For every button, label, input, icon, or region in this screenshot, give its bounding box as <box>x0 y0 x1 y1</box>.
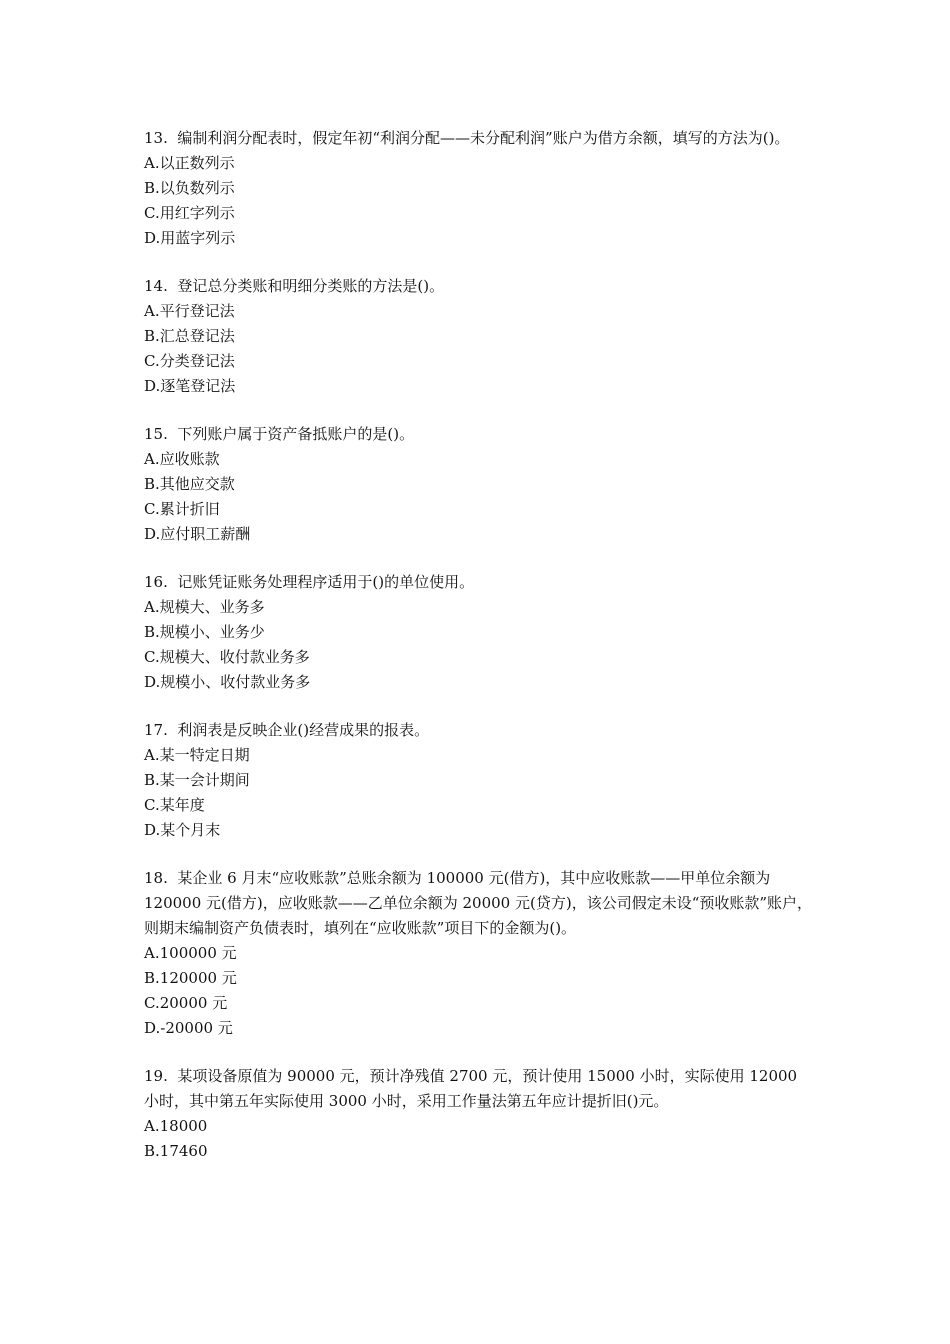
option-b: B.120000 元 <box>144 969 237 987</box>
option-b: B.汇总登记法 <box>144 327 235 345</box>
question-18 <box>144 866 814 1041</box>
option-d: D.应付职工薪酬 <box>144 525 251 543</box>
option-list <box>144 447 814 547</box>
option-a: A.100000 元 <box>144 944 237 962</box>
option-list <box>144 595 814 695</box>
option-a: A.应收账款 <box>144 450 220 468</box>
option-a: A.某一特定日期 <box>144 746 250 764</box>
option-a: A.规模大、业务多 <box>144 598 265 616</box>
question-stem: 14. 登记总分类账和明细分类账的方法是()。 <box>144 277 445 295</box>
question-stem: 19. 某项设备原值为 90000 元，预计净残值 2700 元，预计使用 15000 小时，实际使用 12000 小时，其中第五年实际使用 3000 小时，采用工作量法第五年应计提折旧()元。 <box>144 1067 802 1110</box>
option-b: B.其他应交款 <box>144 475 235 493</box>
question-13 <box>144 126 814 251</box>
question-17 <box>144 718 814 843</box>
question-stem: 16. 记账凭证账务处理程序适用于()的单位使用。 <box>144 573 475 591</box>
question-stem: 18. 某企业 6 月末“应收账款”总账余额为 100000 元(借方)，其中应收账款——甲单位余额为 120000 元(借方)，应收账款——乙单位余额为 20000 元(贷方)，该公司假定未设“预收账款”账户，则期末编制资产负债表时，填列在“应收账款”项目下的金额为()。 <box>144 869 813 937</box>
option-d: D.规模小、收付款业务多 <box>144 673 311 691</box>
option-d: D.某个月末 <box>144 821 221 839</box>
question-stem: 17. 利润表是反映企业()经营成果的报表。 <box>144 721 430 739</box>
option-list <box>144 151 814 251</box>
option-c: C.累计折旧 <box>144 500 220 518</box>
option-d: D.逐笔登记法 <box>144 377 236 395</box>
option-d: D.-20000 元 <box>144 1019 233 1037</box>
option-c: C.规模大、收付款业务多 <box>144 648 310 666</box>
option-list <box>144 743 814 843</box>
question-19 <box>144 1064 814 1164</box>
option-a: A.18000 <box>144 1117 208 1135</box>
option-c: C.用红字列示 <box>144 204 235 222</box>
question-stem: 15. 下列账户属于资产备抵账户的是()。 <box>144 425 415 443</box>
option-c: C.某年度 <box>144 796 205 814</box>
question-stem: 13. 编制利润分配表时，假定年初“利润分配——未分配利润”账户为借方余额，填写的方法为()。 <box>144 129 790 147</box>
option-c: C.20000 元 <box>144 994 228 1012</box>
question-16 <box>144 570 814 695</box>
option-b: B.以负数列示 <box>144 179 235 197</box>
option-a: A.平行登记法 <box>144 302 235 320</box>
option-a: A.以正数列示 <box>144 154 235 172</box>
option-c: C.分类登记法 <box>144 352 235 370</box>
question-15 <box>144 422 814 547</box>
option-list <box>144 941 814 1041</box>
option-b: B.规模小、业务少 <box>144 623 265 641</box>
option-list <box>144 299 814 399</box>
option-d: D.用蓝字列示 <box>144 229 236 247</box>
question-list <box>144 126 814 1187</box>
option-list <box>144 1114 814 1164</box>
question-14 <box>144 274 814 399</box>
option-b: B.17460 <box>144 1142 208 1160</box>
option-b: B.某一会计期间 <box>144 771 250 789</box>
